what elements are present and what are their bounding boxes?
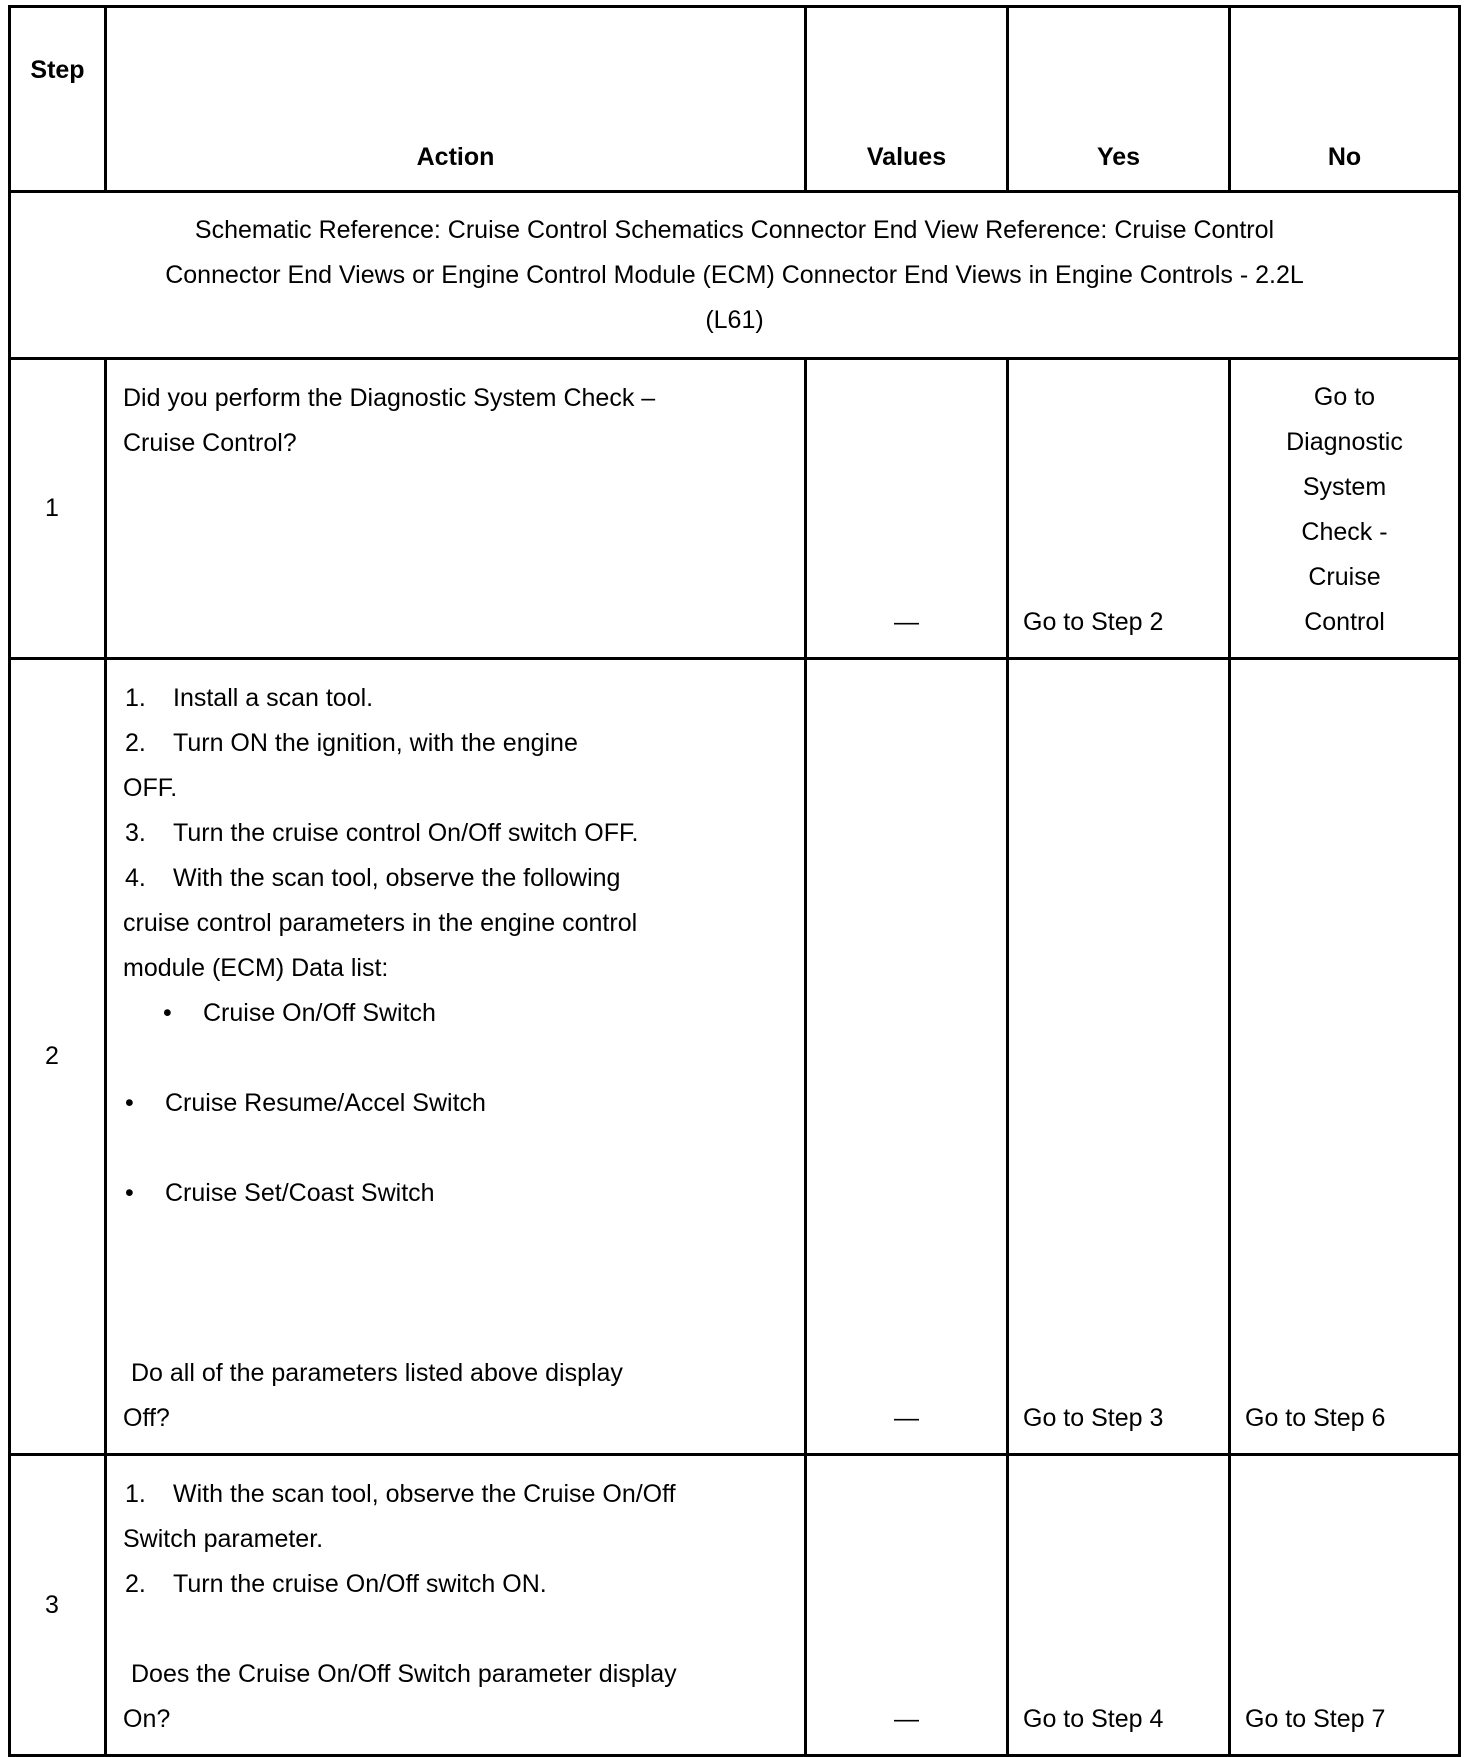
header-yes: Yes	[1008, 7, 1230, 192]
bullet-item	[123, 1081, 786, 1126]
step-number: 2	[10, 659, 106, 1455]
diagnostic-table	[8, 5, 1461, 1757]
values-cell: —	[806, 1455, 1008, 1756]
item-number: 2.	[125, 729, 146, 757]
action-item	[123, 1472, 786, 1517]
action-cell	[106, 659, 806, 1455]
header-step: Step	[10, 7, 106, 192]
item-number: 3.	[125, 819, 146, 847]
question-text: Does the Cruise On/Off Switch parameter display	[131, 1660, 677, 1688]
schematic-reference-line: (L61)	[705, 305, 764, 334]
schematic-reference-row	[10, 192, 1460, 359]
yes-link[interactable]: Go to Step 4	[1008, 1455, 1230, 1756]
no-link-text: Control	[1304, 608, 1385, 636]
no-link[interactable]: Go to Step 7	[1230, 1455, 1460, 1756]
item-text: With the scan tool, observe the following	[173, 864, 621, 892]
values-cell: —	[806, 359, 1008, 659]
question-text: On?	[123, 1705, 171, 1733]
step-number: 3	[10, 1455, 106, 1756]
action-item	[123, 856, 786, 901]
header-action: Action	[106, 7, 806, 192]
action-item	[123, 721, 786, 766]
action-text: Did you perform the Diagnostic System Check –	[123, 384, 656, 412]
bullet-icon: •	[125, 1089, 134, 1117]
no-link[interactable]	[1230, 359, 1460, 659]
bullet-text: Cruise On/Off Switch	[203, 999, 436, 1027]
bullet-item	[123, 1171, 786, 1216]
item-continuation: OFF.	[123, 774, 178, 802]
table-row	[10, 659, 1460, 1455]
no-link-text: Check -	[1301, 518, 1388, 546]
item-continuation: Switch parameter.	[123, 1525, 324, 1553]
bullet-item	[123, 991, 786, 1036]
bullet-icon: •	[163, 999, 172, 1027]
table-row	[10, 1455, 1460, 1756]
table-row	[10, 359, 1460, 659]
item-number: 2.	[125, 1570, 146, 1598]
item-text: Install a scan tool.	[173, 684, 374, 712]
step-number: 1	[10, 359, 106, 659]
schematic-reference-line: Connector End Views or Engine Control Module (ECM) Connector End Views in Engine Controls - 2.2L	[165, 260, 1304, 289]
bullet-text: Cruise Resume/Accel Switch	[165, 1089, 486, 1117]
no-link-text: Cruise	[1308, 563, 1381, 591]
schematic-reference	[10, 192, 1460, 359]
bullet-text: Cruise Set/Coast Switch	[165, 1179, 435, 1207]
item-continuation: cruise control parameters in the engine control	[123, 909, 638, 937]
item-text: Turn the cruise control On/Off switch OFF.	[173, 819, 639, 847]
item-number: 1.	[125, 684, 146, 712]
action-cell	[106, 359, 806, 659]
action-item	[123, 676, 786, 721]
item-continuation: module (ECM) Data list:	[123, 954, 389, 982]
item-text: Turn the cruise On/Off switch ON.	[173, 1570, 547, 1598]
action-item	[123, 811, 786, 856]
no-link-text: System	[1302, 473, 1387, 501]
schematic-reference-line: Schematic Reference: Cruise Control Schematics Connector End View Reference: Cruise Control	[194, 215, 1275, 244]
item-text: With the scan tool, observe the Cruise On/Off	[173, 1480, 676, 1508]
no-link-text: Go to	[1313, 383, 1376, 411]
item-number: 1.	[125, 1480, 146, 1508]
action-text: Cruise Control?	[123, 429, 297, 457]
item-number: 4.	[125, 864, 146, 892]
yes-link[interactable]: Go to Step 3	[1008, 659, 1230, 1455]
no-link[interactable]: Go to Step 6	[1230, 659, 1460, 1455]
header-row	[10, 7, 1460, 192]
no-link-text: Diagnostic	[1286, 428, 1403, 456]
header-no: No	[1230, 7, 1460, 192]
question-text: Off?	[123, 1404, 170, 1432]
action-cell	[106, 1455, 806, 1756]
question-text: Do all of the parameters listed above display	[131, 1359, 623, 1387]
values-cell: —	[806, 659, 1008, 1455]
bullet-icon: •	[125, 1179, 134, 1207]
item-text: Turn ON the ignition, with the engine	[173, 729, 578, 757]
action-item	[123, 1562, 786, 1607]
header-values: Values	[806, 7, 1008, 192]
yes-link[interactable]: Go to Step 2	[1008, 359, 1230, 659]
